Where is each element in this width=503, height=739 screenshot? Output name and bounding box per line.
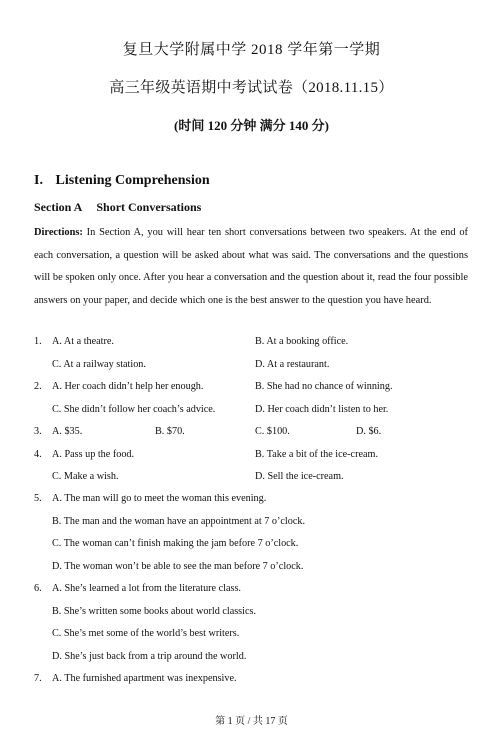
section-name: Listening Comprehension	[55, 173, 210, 188]
question-row	[0, 334, 503, 350]
answer-option: C. Make a wish.	[52, 471, 119, 482]
answer-option: C. At a railway station.	[52, 359, 146, 370]
question-row	[0, 559, 503, 575]
question-number: 4.	[34, 449, 42, 460]
answer-option: A. The man will go to meet the woman this evening.	[52, 493, 267, 504]
subsection-label: Section A	[34, 200, 83, 214]
answer-option: A. $35.	[52, 426, 83, 437]
answer-option: B. She had no chance of winning.	[255, 381, 393, 392]
answer-option: D. The woman won’t be able to see the man before 7 o’clock.	[52, 561, 304, 572]
question-number: 6.	[34, 583, 42, 594]
question-row	[0, 447, 503, 463]
answer-option: D. Sell the ice-cream.	[255, 471, 344, 482]
answer-option: B. The man and the woman have an appointment at 7 o’clock.	[52, 516, 306, 527]
answer-option: D. Her coach didn’t listen to her.	[255, 404, 389, 415]
directions-label: Directions:	[34, 227, 83, 238]
question-row	[0, 536, 503, 552]
question-row	[0, 671, 503, 687]
question-row	[0, 514, 503, 530]
question-row	[0, 357, 503, 373]
question-number: 7.	[34, 673, 42, 684]
exam-time-info: (时间 120 分钟 满分 140 分)	[174, 118, 329, 133]
question-row	[0, 402, 503, 418]
question-row	[0, 649, 503, 665]
answer-option: D. $6.	[356, 426, 382, 437]
question-number: 3.	[34, 426, 42, 437]
question-row	[0, 491, 503, 507]
question-row	[0, 626, 503, 642]
question-row	[0, 424, 503, 440]
answer-option: D. At a restaurant.	[255, 359, 330, 370]
answer-option: A. She’s learned a lot from the literature class.	[52, 583, 241, 594]
question-row	[0, 379, 503, 395]
question-number: 1.	[34, 336, 42, 347]
answer-option: A. The furnished apartment was inexpensive.	[52, 673, 237, 684]
question-row	[0, 581, 503, 597]
question-row	[0, 469, 503, 485]
answer-option: A. Her coach didn’t help her enough.	[52, 381, 204, 392]
section-number: I.	[34, 173, 43, 188]
answer-option: D. She’s just back from a trip around the world.	[52, 651, 247, 662]
answer-option: B. At a booking office.	[255, 336, 349, 347]
answer-option: A. At a theatre.	[52, 336, 114, 347]
exam-title-subject: 高三年级英语期中考试试卷（2018.11.15）	[109, 80, 394, 96]
answer-option: A. Pass up the food.	[52, 449, 135, 460]
page-footer: 第 1 页 / 共 17 页	[215, 716, 288, 727]
directions-text: In Section A, you will hear ten short conversations between two speakers. At the end of each conversation, a question will be asked about what was said. The conversations and the questions will be spoken only once. After you hear a conversation and the question about it, read the four possible answers on your paper, and decide which one is the best answer to the question you have heard.	[34, 227, 468, 306]
answer-option: C. $100.	[255, 426, 290, 437]
subsection-heading	[34, 200, 201, 215]
answer-option: C. The woman can’t finish making the jam before 7 o’clock.	[52, 538, 299, 549]
answer-option: C. She’s met some of the world’s best writers.	[52, 628, 240, 639]
answer-option: B. $70.	[155, 426, 185, 437]
section-heading	[34, 173, 210, 189]
question-number: 2.	[34, 381, 42, 392]
answer-option: B. She’s written some books about world classics.	[52, 606, 257, 617]
exam-title-school: 复旦大学附属中学 2018 学年第一学期	[122, 42, 381, 58]
directions-paragraph	[34, 222, 468, 312]
question-number: 5.	[34, 493, 42, 504]
answer-option: C. She didn’t follow her coach’s advice.	[52, 404, 216, 415]
subsection-name: Short Conversations	[96, 200, 202, 214]
question-row	[0, 604, 503, 620]
answer-option: B. Take a bit of the ice-cream.	[255, 449, 378, 460]
